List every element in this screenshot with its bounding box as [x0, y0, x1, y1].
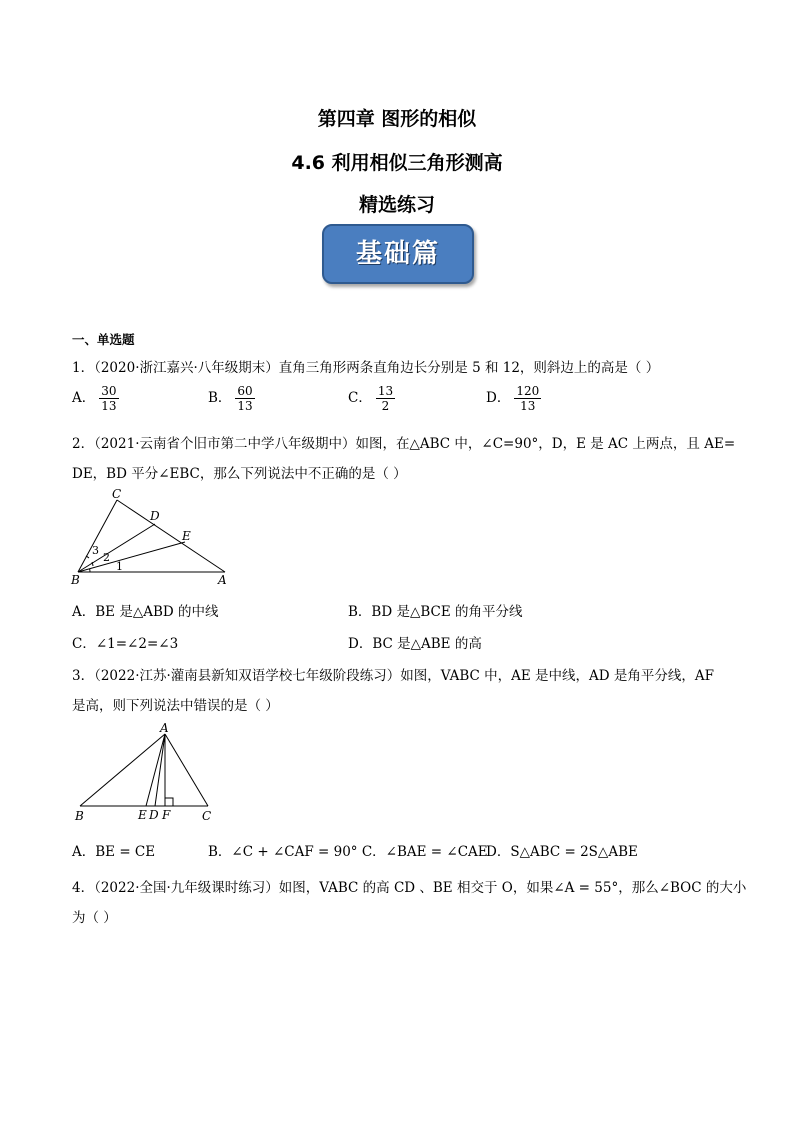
- q2-label-c: C: [112, 488, 122, 501]
- q2-angle-1: 1: [116, 560, 123, 573]
- section-heading: 一、单选题: [72, 332, 135, 347]
- q2-option-a: A．BE 是△ABD 的中线: [72, 604, 219, 620]
- q2-angle-2: 2: [103, 551, 110, 564]
- q1-option-b: B． $\frac{60}{13}$: [208, 384, 253, 413]
- level-badge: [322, 224, 474, 284]
- q2-label-b: B: [71, 573, 80, 587]
- q3-label-b: B: [75, 809, 84, 823]
- q3-label-c: C: [202, 809, 212, 823]
- q2-label-e: E: [182, 529, 191, 543]
- q3-text-line1: 3．（2022·江苏·灌南县新知双语学校七年级阶段练习）如图，VABC 中，AE 是中线，AD 是角平分线，AF: [72, 668, 715, 684]
- q2-option-c: C．∠1=∠2=∠3: [72, 636, 179, 652]
- chapter-title: 第四章 图形的相似: [317, 108, 477, 130]
- q2-label-a: A: [218, 573, 227, 587]
- q4-text-line2: 为（ ）: [72, 910, 117, 926]
- q3-label-d: D: [149, 808, 159, 822]
- q1-option-a: A． $\frac{30}{13}$: [72, 384, 117, 413]
- practice-subtitle: 精选练习: [358, 194, 435, 216]
- lesson-title: 4.6 利用相似三角形测高: [291, 152, 503, 174]
- level-badge-label: 基础篇: [355, 239, 440, 269]
- q2-angle-3: 3: [92, 544, 99, 557]
- q3-label-f: F: [162, 808, 171, 822]
- q4-text-line1: 4．（2022·全国·九年级课时练习）如图，VABC 的高 CD 、BE 相交于 O，如果∠A = 55°，那么∠BOC 的大小: [72, 880, 747, 896]
- q2-option-d: D．BC 是△ABE 的高: [348, 636, 482, 652]
- q3-text-line2: 是高，则下列说法中错误的是（ ）: [72, 698, 279, 714]
- q2-option-b: B．BD 是△BCE 的角平分线: [348, 604, 523, 620]
- q1-text: 1．（2020·浙江嘉兴·八年级期末）直角三角形两条直角边长分别是 5 和 12，则斜边上的高是（ ）: [72, 360, 660, 376]
- q3-option-a: A．BE = CE: [72, 844, 156, 860]
- q1-option-c: C． $\frac{13}{2}$: [348, 384, 394, 413]
- q3-label-a: A: [160, 722, 169, 735]
- q3-triangle-figure: [70, 722, 230, 824]
- q2-triangle-figure: [70, 488, 240, 588]
- q3-option-b: B．∠C + ∠CAF = 90° C．∠BAE = ∠CAE: [208, 844, 488, 860]
- q2-text-line2: DE，BD 平分∠EBC，那么下列说法中不正确的是（ ）: [72, 466, 407, 482]
- q3-label-e: E: [138, 808, 147, 822]
- q3-option-d: D．S△ABC = 2S△ABE: [486, 844, 638, 860]
- q1-option-d: D． $\frac{120}{13}$: [486, 384, 540, 413]
- q2-label-d: D: [150, 509, 160, 523]
- q2-text-line1: 2．（2021·云南省个旧市第二中学八年级期中）如图，在△ABC 中，∠C=90°，D，E 是 AC 上两点，且 AE=: [72, 436, 736, 452]
